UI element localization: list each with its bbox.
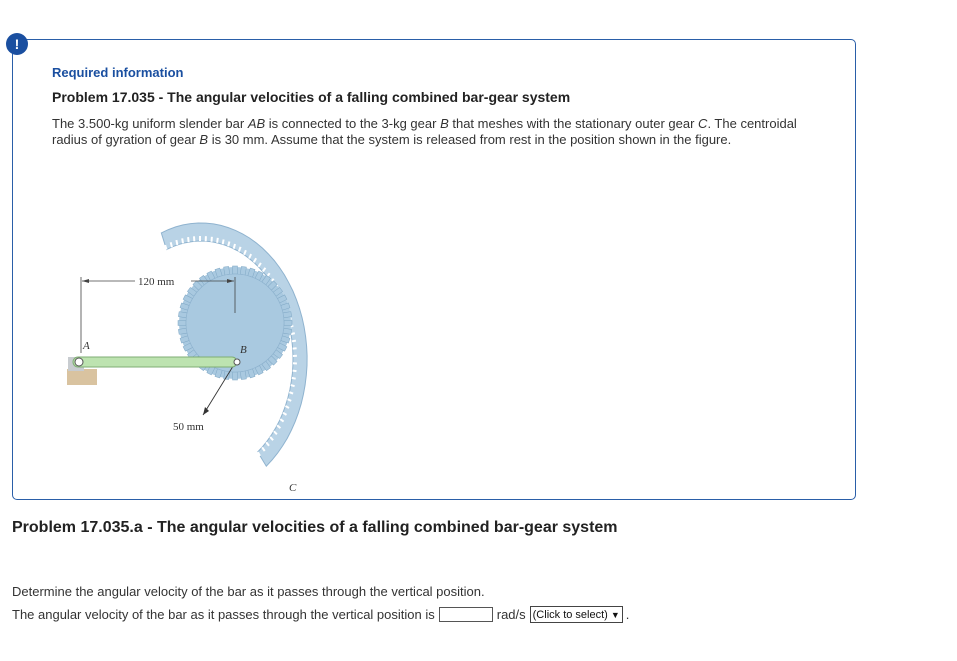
- unit-label: rad/s: [496, 607, 526, 622]
- gear-b-tooth: [178, 321, 186, 326]
- bar-ab: [73, 357, 237, 367]
- dim-arrow-left: [82, 279, 89, 283]
- answer-input[interactable]: [439, 607, 493, 622]
- required-info-card: [12, 39, 856, 500]
- pin-a: [75, 358, 83, 366]
- outer-gear-tooth: [176, 240, 177, 245]
- outer-gear-tooth: [223, 240, 224, 245]
- chevron-down-icon: ▼: [610, 609, 620, 620]
- period: .: [625, 607, 630, 622]
- outer-gear-tooth: [292, 341, 296, 342]
- answer-prompt: The angular velocity of the bar as it passes through the vertical position is: [12, 607, 435, 622]
- part-title: Problem 17.035.a - The angular velocities of a falling combined bar-gear system: [12, 519, 618, 536]
- gear-b-tooth: [224, 266, 230, 275]
- outer-gear-tooth: [171, 242, 172, 247]
- outer-gear-tooth: [291, 385, 295, 386]
- outer-gear-tooth: [182, 238, 183, 243]
- gear-b-tooth: [283, 328, 292, 334]
- alert-icon: !: [6, 33, 28, 55]
- label-c: C: [289, 482, 297, 494]
- outer-gear-tooth: [217, 238, 218, 243]
- gear-b-tooth: [283, 312, 292, 318]
- gear-b-tooth: [233, 266, 238, 274]
- select-label: (Click to select): [532, 608, 608, 621]
- outer-gear-tooth: [291, 333, 295, 334]
- dim-label-120: 120 mm: [138, 276, 175, 288]
- outer-gear-tooth: [188, 237, 189, 242]
- outer-gear-tooth: [165, 245, 166, 250]
- radius-label: 50 mm: [173, 421, 204, 433]
- problem-title: Problem 17.035 - The angular velocities of a falling combined bar-gear system: [52, 89, 571, 105]
- label-a: A: [83, 340, 90, 352]
- pin-b: [234, 359, 240, 365]
- outer-gear-tooth: [289, 392, 293, 393]
- outer-gear-tooth: [234, 244, 235, 249]
- required-info-heading: Required information: [52, 65, 184, 80]
- gear-b-tooth: [233, 372, 238, 380]
- gear-b-tooth: [178, 312, 187, 318]
- problem-figure: [51, 173, 351, 494]
- gear-b-tooth: [240, 266, 246, 275]
- outer-gear-tooth: [228, 242, 229, 247]
- direction-select[interactable]: [530, 606, 623, 623]
- radius-arrow: [203, 407, 209, 415]
- question-text: Determine the angular velocity of the bar as it passes through the vertical position.: [12, 584, 485, 599]
- outer-gear-tooth: [292, 378, 296, 379]
- gear-b-tooth: [178, 328, 187, 334]
- gear-b-tooth: [284, 321, 292, 326]
- problem-description: The 3.500-kg uniform slender bar AB is connected to the 3-kg gear B that meshes with the stationary outer gear C. The centroidal radius of gyration of gear B is 30 mm. Assume that the system is released from rest in the position shown in the figure.: [52, 116, 797, 147]
- gear-b-tooth: [240, 371, 246, 380]
- answer-row: [12, 606, 629, 623]
- outer-gear-tooth: [293, 371, 297, 372]
- label-b: B: [240, 344, 247, 356]
- support-base: [67, 369, 97, 385]
